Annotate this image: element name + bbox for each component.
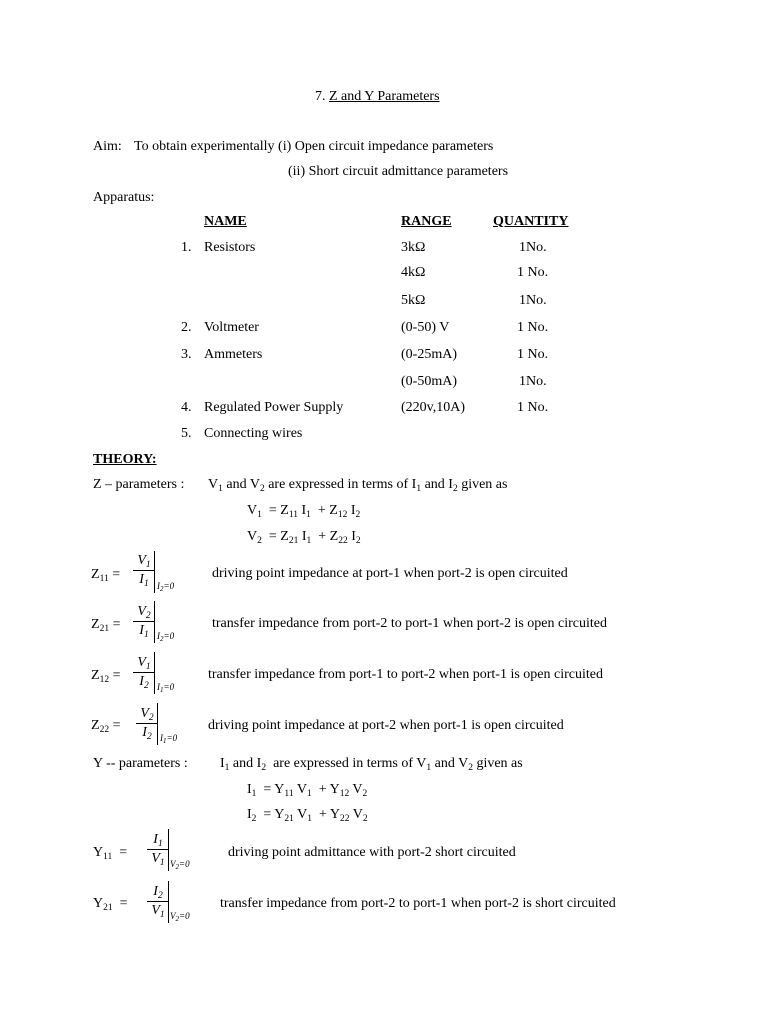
z21-label: $Z_{21}$ =	[91, 617, 121, 634]
y21-fraction: $I_2$ $V_1$	[147, 884, 169, 919]
row-name: Ammeters	[204, 347, 263, 362]
aim-line-2: (ii) Short circuit admittance parameters	[288, 164, 509, 179]
row-range: 3kΩ	[401, 240, 426, 255]
y21-description: transfer impedance from port-2 to port-1 when port-2 is short circuited	[220, 896, 616, 911]
row-name: Voltmeter	[204, 320, 259, 335]
y11-label: $Y_{11}$ =	[93, 845, 128, 862]
y11-condition: $V_2=0$	[170, 859, 190, 871]
y11-fraction: $I_1$ $V_1$	[147, 832, 169, 867]
header-quantity: QUANTITY	[493, 214, 569, 229]
apparatus-label: Apparatus:	[93, 190, 155, 205]
row-name: Resistors	[204, 240, 256, 255]
row-num: 4.	[181, 400, 192, 415]
row-range: (220v,10A)	[401, 400, 466, 415]
z22-label: $Z_{22}$ =	[91, 718, 121, 735]
row-num: 1.	[181, 240, 192, 255]
row-num: 3.	[181, 347, 192, 362]
page-title	[315, 90, 440, 104]
z11-description: driving point impedance at port-1 when port-2 is open circuited	[212, 566, 568, 581]
z21-condition: $I_2=0$	[157, 631, 175, 643]
z-equation-2: $V_2 = Z_{21}$ $I_1 + Z_{22}$ $I_2$	[247, 529, 361, 546]
y-equation-1: $I_1 = Y_{11}$ $V_1 + Y_{12}$ $V_2$	[247, 782, 368, 799]
row-range: 5kΩ	[401, 293, 426, 308]
row-num: 2.	[181, 320, 192, 335]
row-qty: 1 No.	[517, 400, 549, 415]
evaluation-bar	[168, 881, 169, 923]
row-range: (0-50) V	[401, 320, 450, 335]
z11-label: $Z_{11}$ =	[91, 567, 121, 584]
aim-line-1: To obtain experimentally (i) Open circuit impedance parameters	[134, 139, 494, 154]
evaluation-bar	[154, 652, 155, 694]
z22-condition: $I_1=0$	[160, 733, 178, 745]
row-range: (0-25mA)	[401, 347, 457, 362]
evaluation-bar	[168, 829, 169, 871]
theory-heading: THEORY:	[93, 452, 157, 467]
y-params-label: Y -- parameters :	[93, 756, 188, 771]
row-num: 5.	[181, 426, 192, 441]
z12-fraction: $V_1$ $I_2$	[133, 655, 155, 690]
row-qty: 1No.	[519, 374, 547, 389]
row-qty: 1 No.	[517, 347, 549, 362]
row-qty: 1 No.	[517, 265, 549, 280]
y-params-desc: $I_1$ and $I_2$ are expressed in terms of $V_1$ and $V_2$ given as	[220, 756, 523, 773]
z12-label: $Z_{12}$ =	[91, 668, 121, 685]
header-name: NAME	[204, 214, 247, 229]
y21-label: $Y_{21}$ =	[93, 896, 128, 913]
z22-description: driving point impedance at port-2 when port-1 is open circuited	[208, 718, 564, 733]
y11-description: driving point admittance with port-2 short circuited	[228, 845, 516, 860]
z11-fraction: $V_1$ $I_1$	[133, 553, 155, 588]
header-range: RANGE	[401, 214, 452, 229]
z-params-desc: $V_1$ and $V_2$ are expressed in terms of $I_1$ and $I_2$ given as	[208, 477, 508, 494]
z21-description: transfer impedance from port-2 to port-1 when port-2 is open circuited	[212, 616, 607, 631]
evaluation-bar	[154, 601, 155, 643]
z12-description: transfer impedance from port-1 to port-2 when port-1 is open circuited	[208, 667, 603, 682]
y-equation-2: $I_2 = Y_{21}$ $V_1 + Y_{22}$ $V_2$	[247, 807, 368, 824]
z-equation-1: $V_1 = Z_{11}$ $I_1 + Z_{12}$ $I_2$	[247, 503, 361, 520]
z11-condition: $I_2=0$	[157, 581, 175, 593]
row-qty: 1No.	[519, 293, 547, 308]
evaluation-bar	[154, 551, 155, 593]
row-range: (0-50mA)	[401, 374, 457, 389]
row-name: Regulated Power Supply	[204, 400, 344, 415]
z21-fraction: $V_2$ $I_1$	[133, 604, 155, 639]
z22-fraction: $V_2$ $I_2$	[136, 706, 158, 741]
title-text: Z and Y Parameters	[329, 89, 440, 104]
y21-condition: $V_2=0$	[170, 911, 190, 923]
aim-label: Aim:	[93, 139, 122, 154]
z-params-label: Z – parameters :	[93, 477, 185, 492]
row-name: Connecting wires	[204, 426, 303, 441]
z12-condition: $I_1=0$	[157, 682, 175, 694]
row-range: 4kΩ	[401, 265, 426, 280]
title-number: 7.	[315, 89, 326, 104]
row-qty: 1No.	[519, 240, 547, 255]
evaluation-bar	[157, 703, 158, 745]
row-qty: 1 No.	[517, 320, 549, 335]
